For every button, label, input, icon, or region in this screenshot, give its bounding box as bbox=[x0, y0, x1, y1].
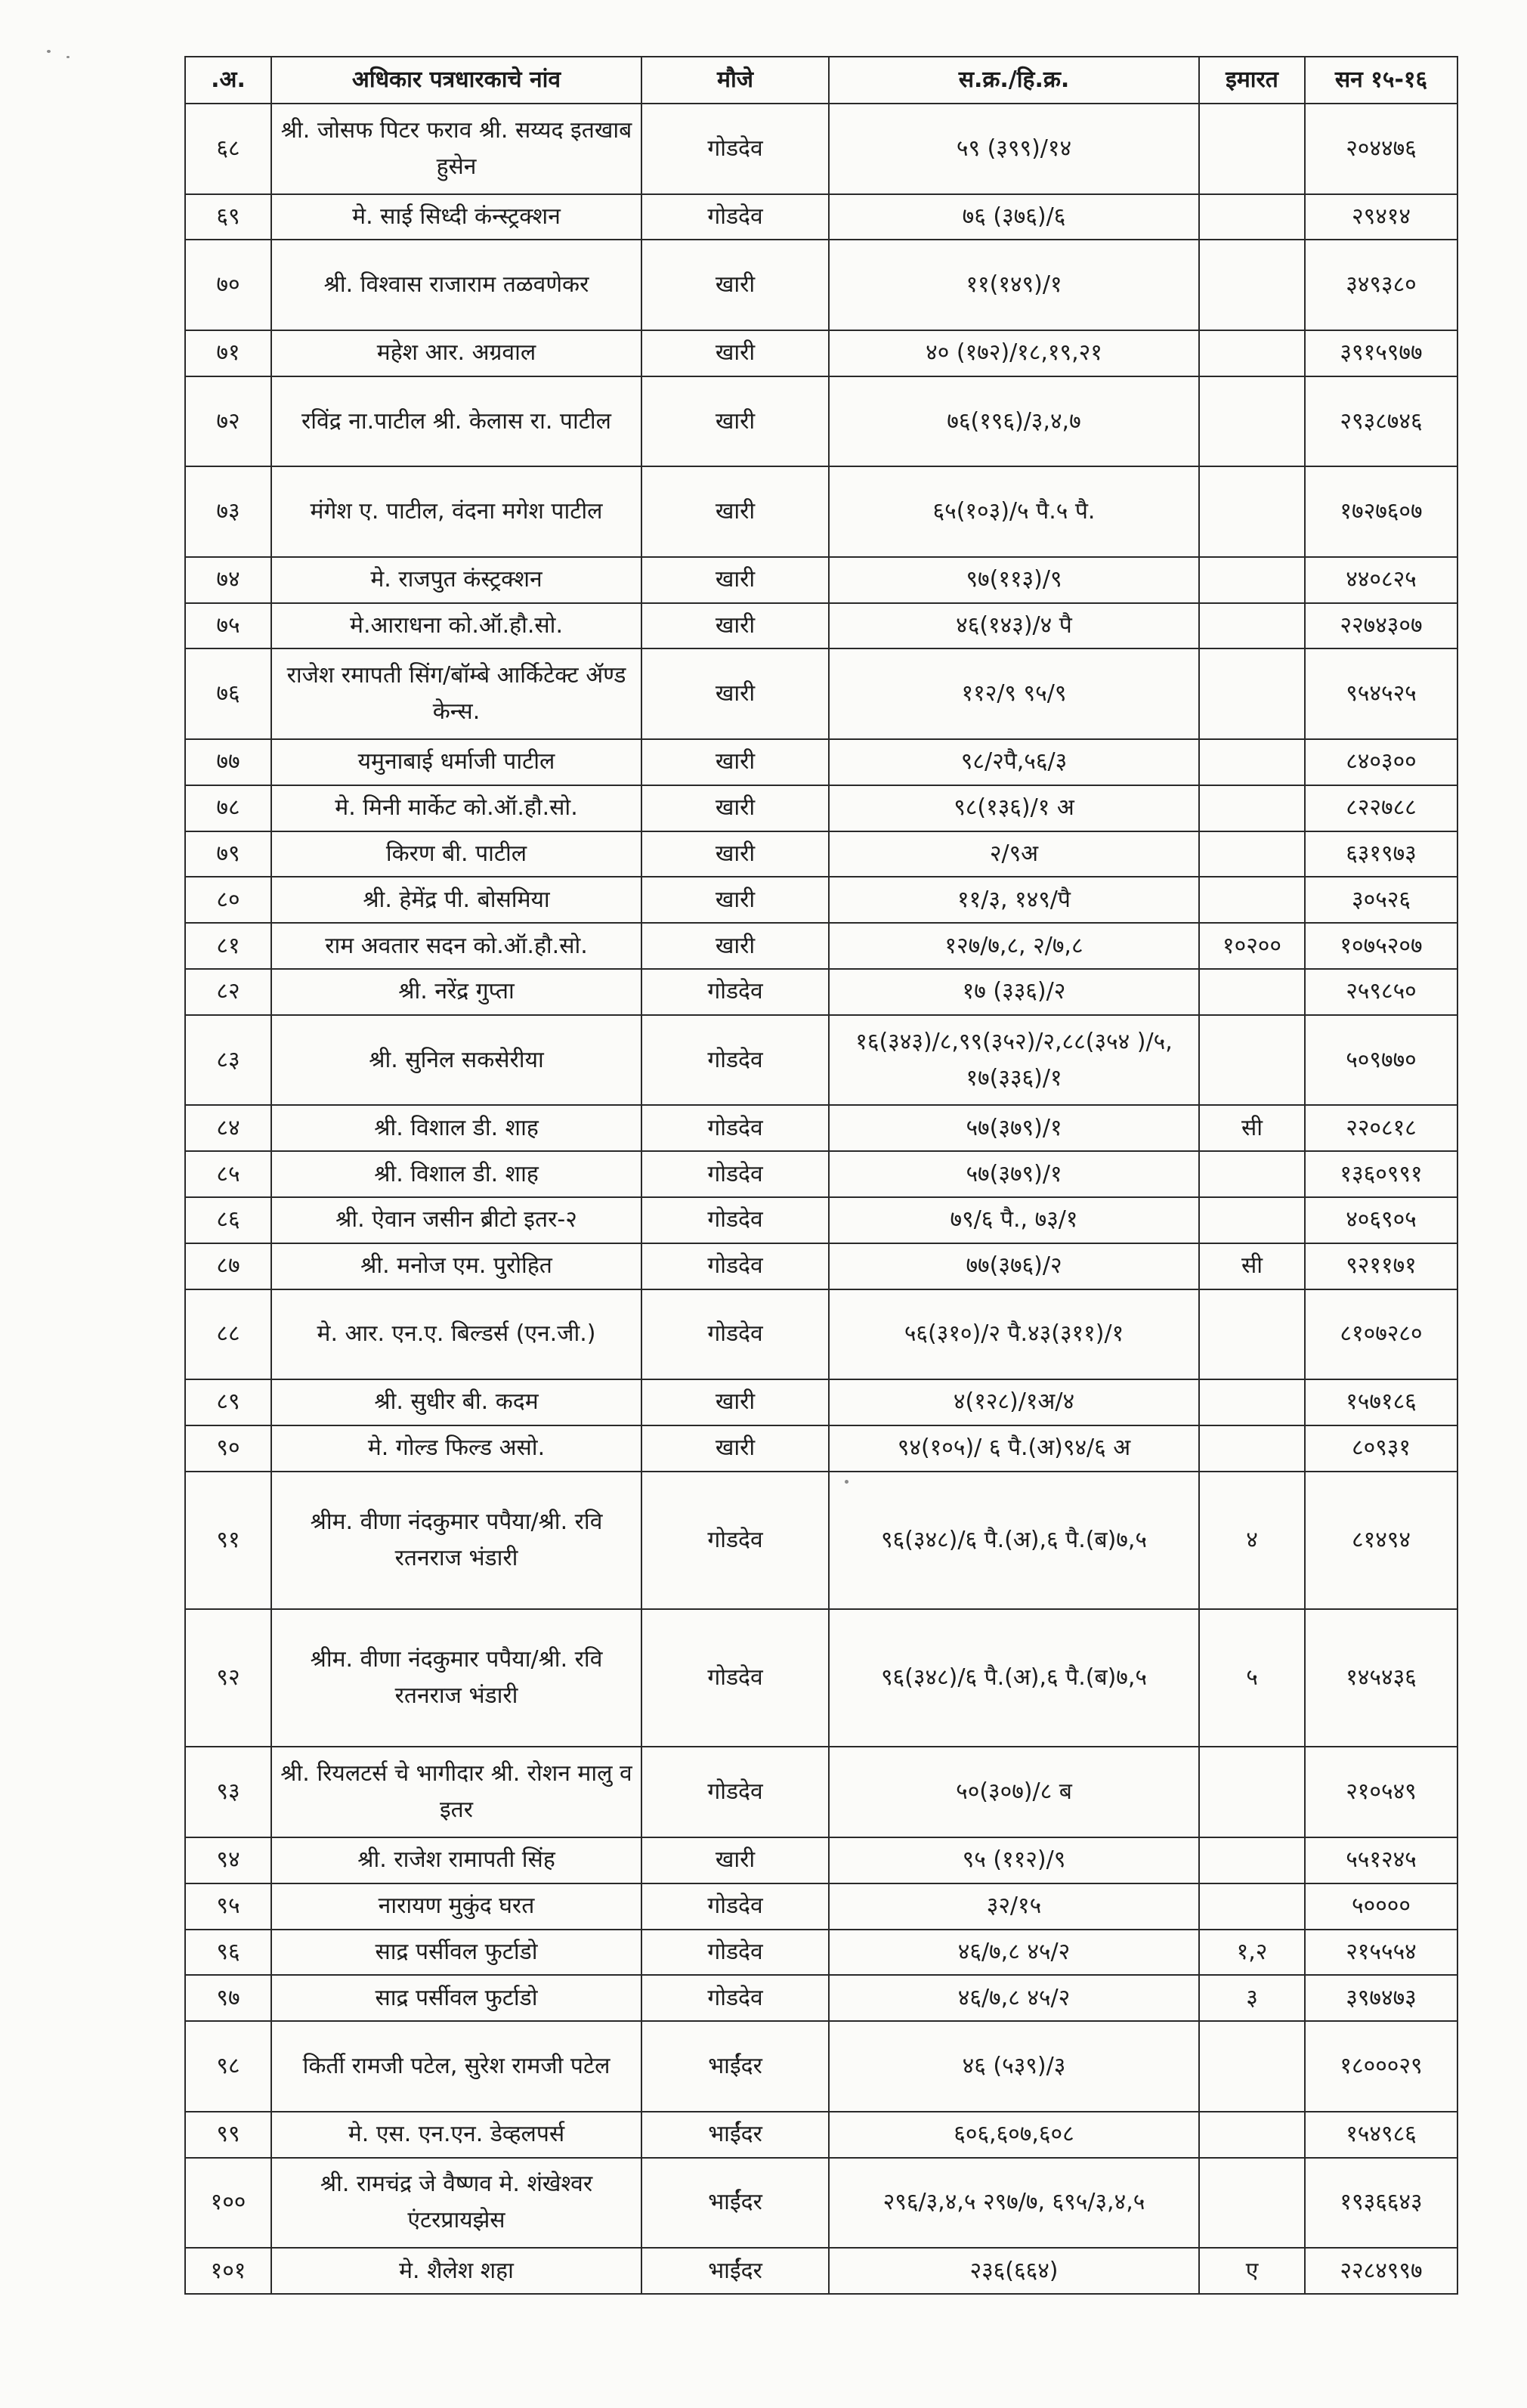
cell-holder-name: श्रीम. वीणा नंदकुमार पपैया/श्री. रवि रतनराज भंडारी bbox=[271, 1472, 641, 1609]
cell-building bbox=[1199, 557, 1305, 603]
cell-building bbox=[1199, 104, 1305, 194]
cell-value: ८०९३१ bbox=[1305, 1425, 1457, 1472]
cell-holder-name: श्री. रियलटर्स चे भागीदार श्री. रोशन मालु व इतर bbox=[271, 1747, 641, 1837]
table-row bbox=[185, 1105, 1457, 1151]
cell-holder-name: श्री. विशाल डी. शाह bbox=[271, 1151, 641, 1197]
cell-value: १५४९८६ bbox=[1305, 2112, 1457, 2158]
cell-sr: ७८ bbox=[185, 785, 271, 831]
cell-survey-no: ६०६,६०७,६०८ bbox=[829, 2112, 1199, 2158]
scan-speck bbox=[66, 56, 70, 58]
cell-survey-no: ३२/१५ bbox=[829, 1883, 1199, 1930]
cell-value: ५५१२४५ bbox=[1305, 1837, 1457, 1883]
cell-holder-name: राम अवतार सदन को.ऑ.हौ.सो. bbox=[271, 923, 641, 969]
cell-village: खारी bbox=[641, 923, 829, 969]
cell-sr: ८३ bbox=[185, 1015, 271, 1106]
table-row bbox=[185, 831, 1457, 877]
cell-village: गोडदेव bbox=[641, 1289, 829, 1380]
cell-value: २२०८१८ bbox=[1305, 1105, 1457, 1151]
cell-holder-name: मे. गोल्ड फिल्ड असो. bbox=[271, 1425, 641, 1472]
cell-holder-name: मे. मिनी मार्केट को.ऑ.हौ.सो. bbox=[271, 785, 641, 831]
table-row bbox=[185, 923, 1457, 969]
cell-village: भाईंदर bbox=[641, 2021, 829, 2112]
cell-holder-name: रविंद्र ना.पाटील श्री. केलास रा. पाटील bbox=[271, 376, 641, 467]
cell-building bbox=[1199, 969, 1305, 1015]
cell-building bbox=[1199, 2158, 1305, 2249]
cell-survey-no: १६(३४३)/८,९९(३५२)/२,८८(३५४ )/५, १७(३३६)/१ bbox=[829, 1015, 1199, 1106]
table-row bbox=[185, 2158, 1457, 2249]
cell-value: ९२११७१ bbox=[1305, 1243, 1457, 1289]
cell-building bbox=[1199, 466, 1305, 557]
cell-sr: ९४ bbox=[185, 1837, 271, 1883]
cell-village: खारी bbox=[641, 466, 829, 557]
cell-sr: ७३ bbox=[185, 466, 271, 557]
table-row bbox=[185, 1197, 1457, 1243]
cell-sr: १०० bbox=[185, 2158, 271, 2249]
header-holder-name: अधिकार पत्रधारकाचे नांव bbox=[271, 57, 641, 104]
cell-sr: ८७ bbox=[185, 1243, 271, 1289]
cell-village: भाईंदर bbox=[641, 2112, 829, 2158]
table-row bbox=[185, 603, 1457, 649]
cell-holder-name: श्री. रामचंद्र जे वैष्णव मे. शंखेश्वर एंटरप्रायझेस bbox=[271, 2158, 641, 2249]
cell-village: खारी bbox=[641, 831, 829, 877]
cell-sr: ८९ bbox=[185, 1379, 271, 1425]
table-body bbox=[185, 104, 1457, 2294]
property-register-table bbox=[184, 56, 1458, 2295]
cell-building: सी bbox=[1199, 1105, 1305, 1151]
cell-holder-name: श्री. विशाल डी. शाह bbox=[271, 1105, 641, 1151]
cell-building bbox=[1199, 1015, 1305, 1106]
cell-building bbox=[1199, 739, 1305, 785]
table-row bbox=[185, 739, 1457, 785]
cell-value: ८२२७८८ bbox=[1305, 785, 1457, 831]
table-row bbox=[185, 1425, 1457, 1472]
cell-holder-name: नारायण मुकुंद घरत bbox=[271, 1883, 641, 1930]
cell-village: गोडदेव bbox=[641, 1105, 829, 1151]
cell-building bbox=[1199, 2112, 1305, 2158]
cell-sr: ७४ bbox=[185, 557, 271, 603]
cell-survey-no: २९६/३,४,५ २९७/७, ६९५/३,४,५ bbox=[829, 2158, 1199, 2249]
cell-village: खारी bbox=[641, 785, 829, 831]
cell-holder-name: किर्ती रामजी पटेल, सुरेश रामजी पटेल bbox=[271, 2021, 641, 2112]
cell-value: १७२७६०७ bbox=[1305, 466, 1457, 557]
cell-holder-name: श्री. सुनिल सकसेरीया bbox=[271, 1015, 641, 1106]
cell-sr: ९८ bbox=[185, 2021, 271, 2112]
table-row bbox=[185, 376, 1457, 467]
cell-building bbox=[1199, 603, 1305, 649]
cell-survey-no: १२७/७,८, २/७,८ bbox=[829, 923, 1199, 969]
cell-survey-no: ९६(३४८)/६ पै.(अ),६ पै.(ब)७,५ bbox=[829, 1609, 1199, 1747]
cell-building bbox=[1199, 376, 1305, 467]
cell-building bbox=[1199, 240, 1305, 330]
cell-village: गोडदेव bbox=[641, 1975, 829, 2021]
table-row bbox=[185, 1837, 1457, 1883]
cell-survey-no: ५०(३०७)/८ ब bbox=[829, 1747, 1199, 1837]
cell-village: गोडदेव bbox=[641, 969, 829, 1015]
cell-village: गोडदेव bbox=[641, 1472, 829, 1609]
cell-building bbox=[1199, 2021, 1305, 2112]
table-row bbox=[185, 877, 1457, 923]
table-row bbox=[185, 1930, 1457, 1976]
cell-value: १९३६६४३ bbox=[1305, 2158, 1457, 2249]
cell-survey-no: ६५(१०३)/५ पै.५ पै. bbox=[829, 466, 1199, 557]
cell-value: २१५५५४ bbox=[1305, 1930, 1457, 1976]
cell-survey-no: ५९ (३९९)/१४ bbox=[829, 104, 1199, 194]
table-row bbox=[185, 1379, 1457, 1425]
cell-sr: ७६ bbox=[185, 648, 271, 739]
table-row bbox=[185, 1151, 1457, 1197]
cell-value: २९४१४ bbox=[1305, 194, 1457, 240]
cell-village: खारी bbox=[641, 330, 829, 376]
cell-sr: ८० bbox=[185, 877, 271, 923]
cell-village: भाईंदर bbox=[641, 2248, 829, 2294]
cell-village: भाईंदर bbox=[641, 2158, 829, 2249]
cell-holder-name: श्री. मनोज एम. पुरोहित bbox=[271, 1243, 641, 1289]
cell-village: गोडदेव bbox=[641, 1015, 829, 1106]
cell-holder-name: मे. शैलेश शहा bbox=[271, 2248, 641, 2294]
cell-survey-no: २/९अ bbox=[829, 831, 1199, 877]
header-building: इमारत bbox=[1199, 57, 1305, 104]
table-row bbox=[185, 2112, 1457, 2158]
table-row bbox=[185, 1883, 1457, 1930]
cell-value: ३९१५९७७ bbox=[1305, 330, 1457, 376]
cell-holder-name: श्री. हेमेंद्र पी. बोसमिया bbox=[271, 877, 641, 923]
cell-survey-no: ११(१४९)/१ bbox=[829, 240, 1199, 330]
header-sr: .अ. bbox=[185, 57, 271, 104]
cell-sr: ९७ bbox=[185, 1975, 271, 2021]
cell-holder-name: मे. आर. एन.ए. बिल्डर्स (एन.जी.) bbox=[271, 1289, 641, 1380]
cell-building: ३ bbox=[1199, 1975, 1305, 2021]
cell-survey-no: ४(१२८)/१अ/४ bbox=[829, 1379, 1199, 1425]
cell-sr: ८६ bbox=[185, 1197, 271, 1243]
cell-sr: ९२ bbox=[185, 1609, 271, 1747]
cell-holder-name: मे.आराधना को.ऑ.हौ.सो. bbox=[271, 603, 641, 649]
cell-building bbox=[1199, 1883, 1305, 1930]
cell-survey-no: ९८(१३६)/१ अ bbox=[829, 785, 1199, 831]
cell-survey-no: ५६(३१०)/२ पै.४३(३११)/१ bbox=[829, 1289, 1199, 1380]
table-row bbox=[185, 1975, 1457, 2021]
table-row bbox=[185, 1015, 1457, 1106]
cell-holder-name: श्री. सुधीर बी. कदम bbox=[271, 1379, 641, 1425]
cell-sr: ८८ bbox=[185, 1289, 271, 1380]
cell-building: सी bbox=[1199, 1243, 1305, 1289]
cell-village: खारी bbox=[641, 376, 829, 467]
table-row bbox=[185, 1243, 1457, 1289]
cell-holder-name: मे. एस. एन.एन. डेव्हलपर्स bbox=[271, 2112, 641, 2158]
table-row bbox=[185, 785, 1457, 831]
cell-value: १३६०९९१ bbox=[1305, 1151, 1457, 1197]
cell-village: गोडदेव bbox=[641, 104, 829, 194]
cell-survey-no: ७६(१९६)/३,४,७ bbox=[829, 376, 1199, 467]
cell-survey-no: ५७(३७९)/१ bbox=[829, 1151, 1199, 1197]
cell-village: खारी bbox=[641, 603, 829, 649]
table-row bbox=[185, 1609, 1457, 1747]
cell-village: खारी bbox=[641, 1379, 829, 1425]
cell-value: २०४४७६ bbox=[1305, 104, 1457, 194]
cell-value: २५९८५० bbox=[1305, 969, 1457, 1015]
table-row bbox=[185, 557, 1457, 603]
table-row bbox=[185, 1289, 1457, 1380]
cell-sr: ९९ bbox=[185, 2112, 271, 2158]
cell-building: ए bbox=[1199, 2248, 1305, 2294]
cell-value: १०७५२०७ bbox=[1305, 923, 1457, 969]
cell-sr: ८५ bbox=[185, 1151, 271, 1197]
cell-holder-name: श्रीम. वीणा नंदकुमार पपैया/श्री. रवि रतनराज भंडारी bbox=[271, 1609, 641, 1747]
table-row bbox=[185, 2021, 1457, 2112]
cell-village: खारी bbox=[641, 557, 829, 603]
cell-sr: ९५ bbox=[185, 1883, 271, 1930]
cell-sr: ९३ bbox=[185, 1747, 271, 1837]
header-village: मौजे bbox=[641, 57, 829, 104]
cell-survey-no: ११/३, १४९/पै bbox=[829, 877, 1199, 923]
cell-building bbox=[1199, 1289, 1305, 1380]
cell-holder-name: मे. राजपुत कंस्ट्रक्शन bbox=[271, 557, 641, 603]
cell-holder-name: साद्र पर्सीवल फुर्टाडो bbox=[271, 1930, 641, 1976]
cell-village: खारी bbox=[641, 240, 829, 330]
cell-survey-no: ९७(११३)/९ bbox=[829, 557, 1199, 603]
cell-building bbox=[1199, 1379, 1305, 1425]
cell-building bbox=[1199, 785, 1305, 831]
header-year-value: सन १५-१६ bbox=[1305, 57, 1457, 104]
cell-village: खारी bbox=[641, 1837, 829, 1883]
cell-holder-name: श्री. नरेंद्र गुप्ता bbox=[271, 969, 641, 1015]
cell-sr: ७५ bbox=[185, 603, 271, 649]
cell-value: ६३१९७३ bbox=[1305, 831, 1457, 877]
cell-survey-no: ४६(१४३)/४ पै bbox=[829, 603, 1199, 649]
cell-holder-name: श्री. विश्वास राजाराम तळवणेकर bbox=[271, 240, 641, 330]
cell-sr: ९१ bbox=[185, 1472, 271, 1609]
cell-sr: ९० bbox=[185, 1425, 271, 1472]
cell-holder-name: मे. साई सिध्दी कंन्स्ट्रक्शन bbox=[271, 194, 641, 240]
table-row bbox=[185, 1472, 1457, 1609]
cell-value: ३४९३८० bbox=[1305, 240, 1457, 330]
cell-building bbox=[1199, 1425, 1305, 1472]
cell-survey-no: ७९/६ पै., ७३/१ bbox=[829, 1197, 1199, 1243]
cell-sr: ७० bbox=[185, 240, 271, 330]
cell-village: खारी bbox=[641, 739, 829, 785]
cell-sr: ६८ bbox=[185, 104, 271, 194]
cell-village: गोडदेव bbox=[641, 194, 829, 240]
cell-holder-name: राजेश रमापती सिंग/बॉम्बे आर्किटेक्ट ॲण्ड केन्स. bbox=[271, 648, 641, 739]
header-survey-no: स.क्र./हि.क्र. bbox=[829, 57, 1199, 104]
table-row bbox=[185, 194, 1457, 240]
cell-survey-no: ९४(१०५)/ ६ पै.(अ)९४/६ अ bbox=[829, 1425, 1199, 1472]
cell-survey-no: ४६/७,८ ४५/२ bbox=[829, 1930, 1199, 1976]
cell-survey-no: ७७(३७६)/२ bbox=[829, 1243, 1199, 1289]
cell-holder-name: श्री. जोसफ पिटर फराव श्री. सय्यद इतखाब हुसेन bbox=[271, 104, 641, 194]
cell-holder-name: श्री. ऐवान जसीन ब्रीटो इतर-२ bbox=[271, 1197, 641, 1243]
cell-value: ८४०३०० bbox=[1305, 739, 1457, 785]
cell-holder-name: यमुनाबाई धर्माजी पाटील bbox=[271, 739, 641, 785]
table-row bbox=[185, 969, 1457, 1015]
cell-building: १०२०० bbox=[1199, 923, 1305, 969]
cell-value: २१०५४९ bbox=[1305, 1747, 1457, 1837]
cell-value: १८०००२९ bbox=[1305, 2021, 1457, 2112]
cell-survey-no: २३६(६६४) bbox=[829, 2248, 1199, 2294]
cell-survey-no: ९५ (११२)/९ bbox=[829, 1837, 1199, 1883]
cell-value: ५०००० bbox=[1305, 1883, 1457, 1930]
cell-sr: ८२ bbox=[185, 969, 271, 1015]
cell-building: ५ bbox=[1199, 1609, 1305, 1747]
cell-value: ३०५२६ bbox=[1305, 877, 1457, 923]
table-row bbox=[185, 104, 1457, 194]
cell-village: गोडदेव bbox=[641, 1930, 829, 1976]
cell-holder-name: श्री. राजेश रामापती सिंह bbox=[271, 1837, 641, 1883]
cell-value: ८१०७२८० bbox=[1305, 1289, 1457, 1380]
cell-value: ४०६९०५ bbox=[1305, 1197, 1457, 1243]
cell-building bbox=[1199, 194, 1305, 240]
cell-sr: ७९ bbox=[185, 831, 271, 877]
cell-building bbox=[1199, 1197, 1305, 1243]
cell-survey-no: ९६(३४८)/६ पै.(अ),६ पै.(ब)७,५ bbox=[829, 1472, 1199, 1609]
cell-building bbox=[1199, 1837, 1305, 1883]
table-row bbox=[185, 648, 1457, 739]
cell-survey-no: ९८/२पै,५६/३ bbox=[829, 739, 1199, 785]
cell-sr: १०१ bbox=[185, 2248, 271, 2294]
cell-survey-no: १७ (३३६)/२ bbox=[829, 969, 1199, 1015]
cell-value: २२७४३०७ bbox=[1305, 603, 1457, 649]
cell-building bbox=[1199, 831, 1305, 877]
cell-survey-no: ५७(३७९)/१ bbox=[829, 1105, 1199, 1151]
cell-sr: ७७ bbox=[185, 739, 271, 785]
cell-value: १४५४३६ bbox=[1305, 1609, 1457, 1747]
cell-building: ४ bbox=[1199, 1472, 1305, 1609]
table-row bbox=[185, 466, 1457, 557]
cell-value: १५७१८६ bbox=[1305, 1379, 1457, 1425]
cell-value: २२८४९९७ bbox=[1305, 2248, 1457, 2294]
cell-village: गोडदेव bbox=[641, 1197, 829, 1243]
cell-sr: ८४ bbox=[185, 1105, 271, 1151]
cell-village: गोडदेव bbox=[641, 1609, 829, 1747]
cell-holder-name: मंगेश ए. पाटील, वंदना मगेश पाटील bbox=[271, 466, 641, 557]
cell-survey-no: ४६/७,८ ४५/२ bbox=[829, 1975, 1199, 2021]
cell-survey-no: ७६ (३७६)/६ bbox=[829, 194, 1199, 240]
scan-speck bbox=[47, 50, 51, 53]
cell-value: ८१४९४ bbox=[1305, 1472, 1457, 1609]
cell-value: ५०९७७० bbox=[1305, 1015, 1457, 1106]
table-row bbox=[185, 240, 1457, 330]
cell-sr: ७१ bbox=[185, 330, 271, 376]
table-row bbox=[185, 330, 1457, 376]
cell-value: ९५४५२५ bbox=[1305, 648, 1457, 739]
cell-building bbox=[1199, 330, 1305, 376]
cell-sr: ८१ bbox=[185, 923, 271, 969]
cell-holder-name: महेश आर. अग्रवाल bbox=[271, 330, 641, 376]
cell-building bbox=[1199, 648, 1305, 739]
cell-village: खारी bbox=[641, 1425, 829, 1472]
cell-holder-name: किरण बी. पाटील bbox=[271, 831, 641, 877]
cell-village: गोडदेव bbox=[641, 1243, 829, 1289]
cell-survey-no: ४० (१७२)/१८,१९,२१ bbox=[829, 330, 1199, 376]
cell-building bbox=[1199, 1151, 1305, 1197]
cell-building: १,२ bbox=[1199, 1930, 1305, 1976]
cell-village: खारी bbox=[641, 877, 829, 923]
cell-village: गोडदेव bbox=[641, 1151, 829, 1197]
cell-survey-no: ४६ (५३९)/३ bbox=[829, 2021, 1199, 2112]
cell-holder-name: साद्र पर्सीवल फुर्टाडो bbox=[271, 1975, 641, 2021]
table-row bbox=[185, 1747, 1457, 1837]
cell-value: २९३८७४६ bbox=[1305, 376, 1457, 467]
cell-building bbox=[1199, 877, 1305, 923]
table-row bbox=[185, 2248, 1457, 2294]
header-row bbox=[185, 57, 1457, 104]
cell-village: गोडदेव bbox=[641, 1747, 829, 1837]
cell-village: गोडदेव bbox=[641, 1883, 829, 1930]
cell-value: ३९७४७३ bbox=[1305, 1975, 1457, 2021]
cell-sr: ९६ bbox=[185, 1930, 271, 1976]
cell-village: खारी bbox=[641, 648, 829, 739]
cell-building bbox=[1199, 1747, 1305, 1837]
cell-sr: ६९ bbox=[185, 194, 271, 240]
cell-value: ४४०८२५ bbox=[1305, 557, 1457, 603]
cell-survey-no: ११२/९ ९५/९ bbox=[829, 648, 1199, 739]
cell-sr: ७२ bbox=[185, 376, 271, 467]
